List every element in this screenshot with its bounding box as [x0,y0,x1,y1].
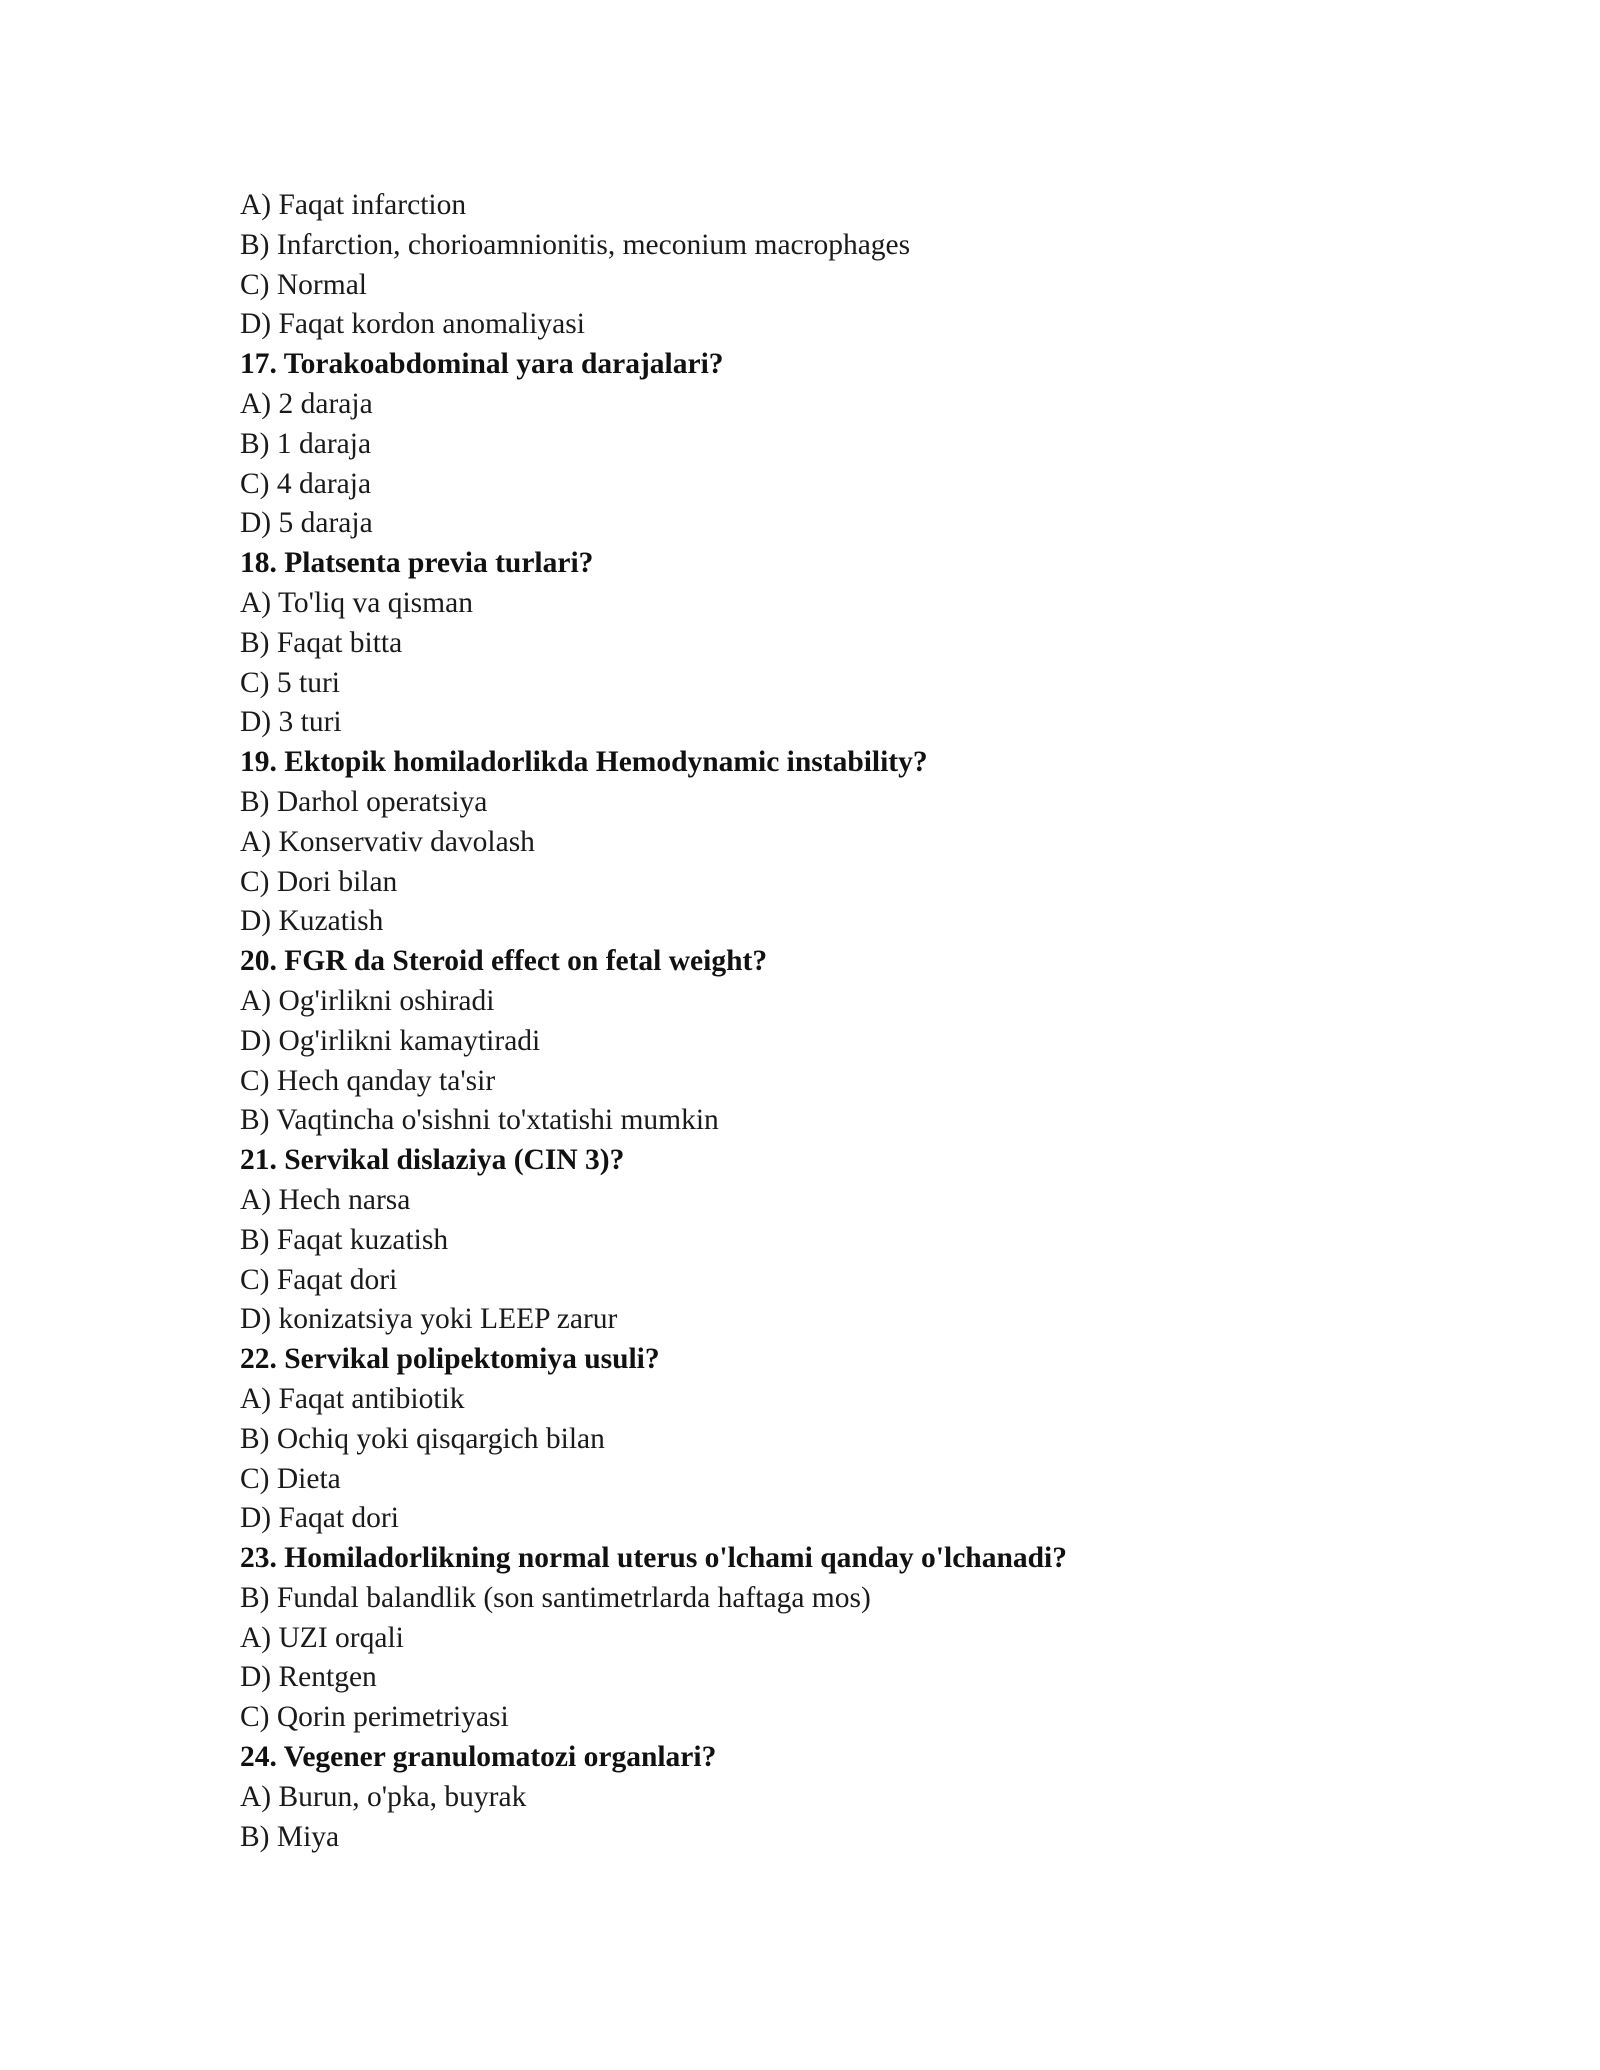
answer-option: A) Burun, o'pka, buyrak [240,1780,527,1813]
answer-option: A) Konservativ davolash [240,825,535,858]
answer-option: D) 5 daraja [240,507,373,540]
answer-option: D) 3 turi [240,706,342,739]
question-heading: 17. Torakoabdominal yara darajalari? [240,348,724,381]
answer-option: D) Kuzatish [240,905,384,938]
question-heading: 21. Servikal dislaziya (CIN 3)? [240,1144,625,1177]
answer-option: C) Qorin perimetriyasi [240,1701,509,1734]
answer-option: B) Faqat bitta [240,626,403,659]
question-heading: 22. Servikal polipektomiya usuli? [240,1343,660,1376]
answer-option: B) Faqat kuzatish [240,1223,449,1256]
question-heading: 19. Ektopik homiladorlikda Hemodynamic instability? [240,746,928,779]
question-heading: 20. FGR da Steroid effect on fetal weight? [240,945,768,978]
answer-option: D) Rentgen [240,1661,377,1694]
question-heading: 23. Homiladorlikning normal uterus o'lchami qanday o'lchanadi? [240,1542,1067,1575]
answer-option: C) Faqat dori [240,1263,398,1296]
answer-option: D) Faqat dori [240,1502,399,1535]
answer-option: B) Fundal balandlik (son santimetrlarda haftaga mos) [240,1581,871,1614]
answer-option: A) To'liq va qisman [240,586,473,619]
answer-option: C) 5 turi [240,666,340,699]
answer-option: A) Hech narsa [240,1183,411,1216]
question-heading: 18. Platsenta previa turlari? [240,547,594,580]
answer-option: C) 4 daraja [240,467,372,500]
answer-option: B) Miya [240,1820,340,1853]
answer-option: B) Infarction, chorioamnionitis, meconium macrophages [240,228,911,261]
answer-option: D) konizatsiya yoki LEEP zarur [240,1303,618,1336]
answer-option: B) Vaqtincha o'sishni to'xtatishi mumkin [240,1104,719,1137]
answer-option: C) Dieta [240,1462,341,1495]
answer-option: A) UZI orqali [240,1621,404,1654]
answer-option: C) Hech qanday ta'sir [240,1064,496,1097]
quiz-content [240,186,1440,1857]
answer-option: C) Dori bilan [240,865,398,898]
answer-option: D) Faqat kordon anomaliyasi [240,308,585,341]
question-heading: 24. Vegener granulomatozi organlari? [240,1741,717,1774]
answer-option: A) Faqat antibiotik [240,1382,465,1415]
answer-option: A) 2 daraja [240,387,373,420]
answer-option: B) Ochiq yoki qisqargich bilan [240,1422,605,1455]
answer-option: D) Og'irlikni kamaytiradi [240,1024,541,1057]
answer-option: A) Og'irlikni oshiradi [240,984,495,1017]
answer-option: B) Darhol operatsiya [240,785,488,818]
answer-option: A) Faqat infarction [240,189,467,221]
answer-option: C) Normal [240,268,367,301]
answer-option: B) 1 daraja [240,427,372,460]
